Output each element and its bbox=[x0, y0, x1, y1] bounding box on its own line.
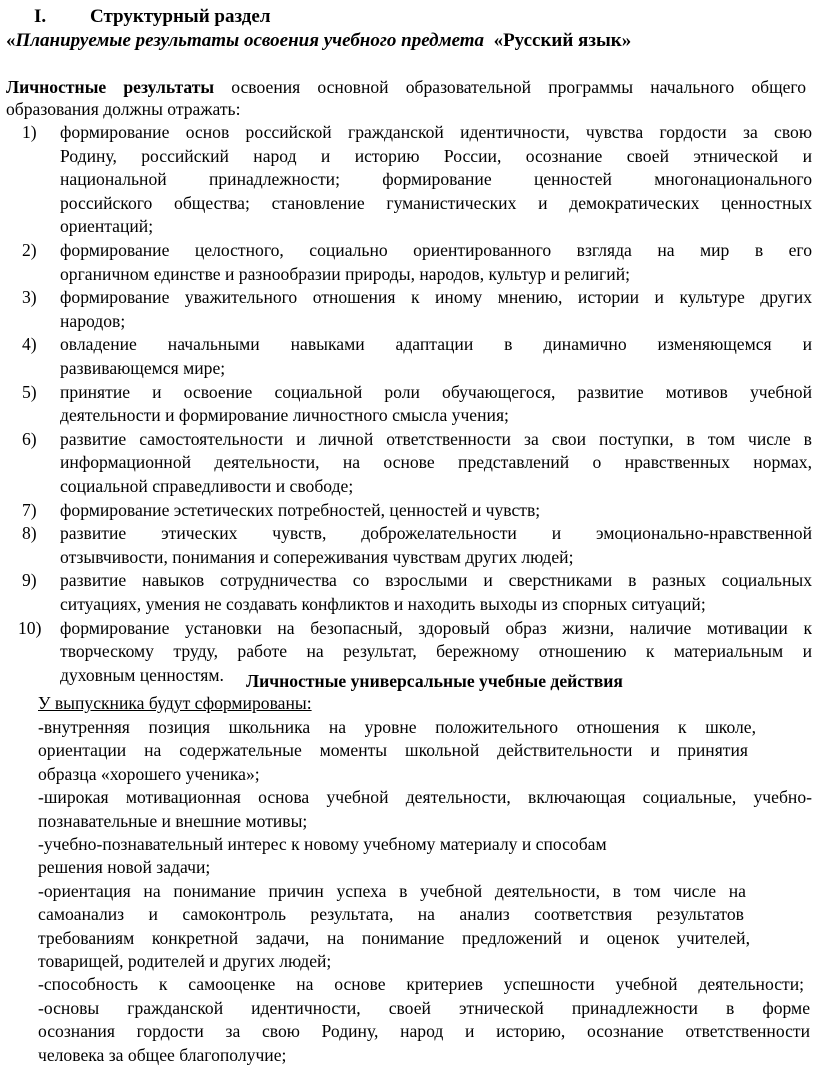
list-item-number: 10) bbox=[18, 617, 42, 638]
list-item-line: овладение начальными навыками адаптации в динамично изменяющемся и bbox=[60, 334, 812, 355]
list-item-number: 9) bbox=[22, 570, 37, 591]
list-item-number: 1) bbox=[22, 122, 37, 142]
uud-underline-intro: У выпускника будут сформированы: bbox=[38, 693, 312, 713]
list-item-line: развитие навыков сотрудничества со взрослыми и сверстниками в разных социальных bbox=[60, 570, 812, 591]
list-item-number: 3) bbox=[22, 287, 37, 308]
list-item-line: формирование целостного, социально ориентированного взгляда на мир в его bbox=[60, 240, 812, 260]
uud-line: товарищей, родителей и других людей; bbox=[38, 951, 332, 971]
list-item-line: духовным ценностям. bbox=[60, 664, 224, 685]
list-item-number: 4) bbox=[22, 334, 37, 355]
intro-line-2: образования должны отражать: bbox=[6, 99, 241, 119]
list-item-line: ситуациях, умения не создавать конфликтов и находить выходы из спорных ситуаций; bbox=[60, 594, 706, 614]
list-item-line: российского общества; становление гуманистических и демократических ценностных bbox=[60, 192, 812, 213]
uud-line: требованиям конкретной задачи, на понимание предложений и оценок учителей, bbox=[38, 927, 750, 948]
uud-line: человека за общее благополучие; bbox=[38, 1044, 287, 1065]
uud-line: -ориентация на понимание причин успеха в учебной деятельности, в том числе на bbox=[38, 880, 746, 901]
list-item-line: творческому труду, работе на результат, бережному отношению к материальным и bbox=[60, 641, 812, 662]
subtitle-subject: «Русский язык» bbox=[493, 30, 632, 51]
uud-heading: Личностные универсальные учебные действия bbox=[246, 671, 623, 691]
subtitle-quote: « bbox=[6, 30, 16, 51]
list-item-line: формирование установки на безопасный, здоровый образ жизни, наличие мотивации к bbox=[60, 617, 812, 638]
intro-line-1 bbox=[6, 76, 806, 98]
uud-line: осознания гордости за свою Родину, народ и историю, осознание ответственности bbox=[38, 1021, 810, 1042]
list-item-line: деятельности и формирование личностного смысла учения; bbox=[60, 405, 509, 426]
list-item-line: ориентаций; bbox=[60, 216, 154, 237]
uud-line: ориентации на содержательные моменты школьной действительности и принятия bbox=[38, 740, 748, 761]
list-item-line: развитие самостоятельности и личной ответственности за свои поступки, в том числе в bbox=[60, 428, 812, 449]
list-item-line: развивающемся мире; bbox=[60, 358, 226, 378]
list-item-line: информационной деятельности, на основе представлений о нравственных нормах, bbox=[60, 452, 812, 473]
list-item-number: 8) bbox=[22, 523, 37, 544]
uud-line: образца «хорошего ученика»; bbox=[38, 763, 260, 784]
list-item-number: 6) bbox=[22, 428, 37, 449]
list-item-line: Родину, российский народ и историю России, осознание своей этнической и bbox=[60, 145, 812, 166]
list-item-line: формирование эстетических потребностей, ценностей и чувств; bbox=[60, 499, 541, 520]
list-item-line: органичном единстве и разнообразии природы, народов, культур и религий; bbox=[60, 263, 630, 284]
list-item-line: народов; bbox=[60, 310, 126, 331]
uud-line: познавательные и внешние мотивы; bbox=[38, 810, 308, 831]
uud-line: -способность к самооценке на основе критериев успешности учебной деятельности; bbox=[38, 974, 804, 995]
list-item-line: отзывчивости, понимания и сопереживания чувствам других людей; bbox=[60, 546, 574, 567]
uud-line: самоанализ и самоконтроль результата, на анализ соответствия результатов bbox=[38, 904, 744, 925]
list-item-line: принятие и освоение социальной роли обучающегося, развитие мотивов учебной bbox=[60, 381, 812, 402]
list-item-line: социальной справедливости и свободе; bbox=[60, 476, 354, 496]
uud-line: решения новой задачи; bbox=[38, 857, 211, 878]
list-item-number: 5) bbox=[22, 381, 37, 402]
uud-line: -учебно-познавательный интерес к новому учебному материалу и способам bbox=[38, 834, 607, 854]
list-item-line: формирование основ российской гражданской идентичности, чувства гордости за свою bbox=[60, 122, 812, 142]
section-title: Структурный раздел bbox=[90, 6, 271, 27]
subtitle bbox=[6, 30, 631, 52]
list-item-line: формирование уважительного отношения к иному мнению, истории и культуре других bbox=[60, 287, 812, 308]
subtitle-italic: Планируемые результаты освоения учебного предмета bbox=[15, 30, 485, 51]
list-item-line: развитие этических чувств, доброжелательности и эмоционально-нравственной bbox=[60, 523, 812, 544]
list-item-number: 2) bbox=[22, 240, 37, 260]
intro-rest: освоения основной образовательной программы начального общего bbox=[214, 77, 807, 97]
list-item-line: национальной принадлежности; формирование ценностей многонационального bbox=[60, 169, 812, 190]
intro-bold: Личностные результаты bbox=[6, 77, 215, 97]
uud-line: -широкая мотивационная основа учебной деятельности, включающая социальные, учебно- bbox=[38, 787, 812, 808]
section-number: I. bbox=[34, 6, 47, 27]
uud-line: -внутренняя позиция школьника на уровне положительного отношения к школе, bbox=[38, 717, 756, 737]
uud-line: -основы гражданской идентичности, своей этнической принадлежности в форме bbox=[38, 997, 810, 1018]
list-item-number: 7) bbox=[22, 499, 37, 520]
